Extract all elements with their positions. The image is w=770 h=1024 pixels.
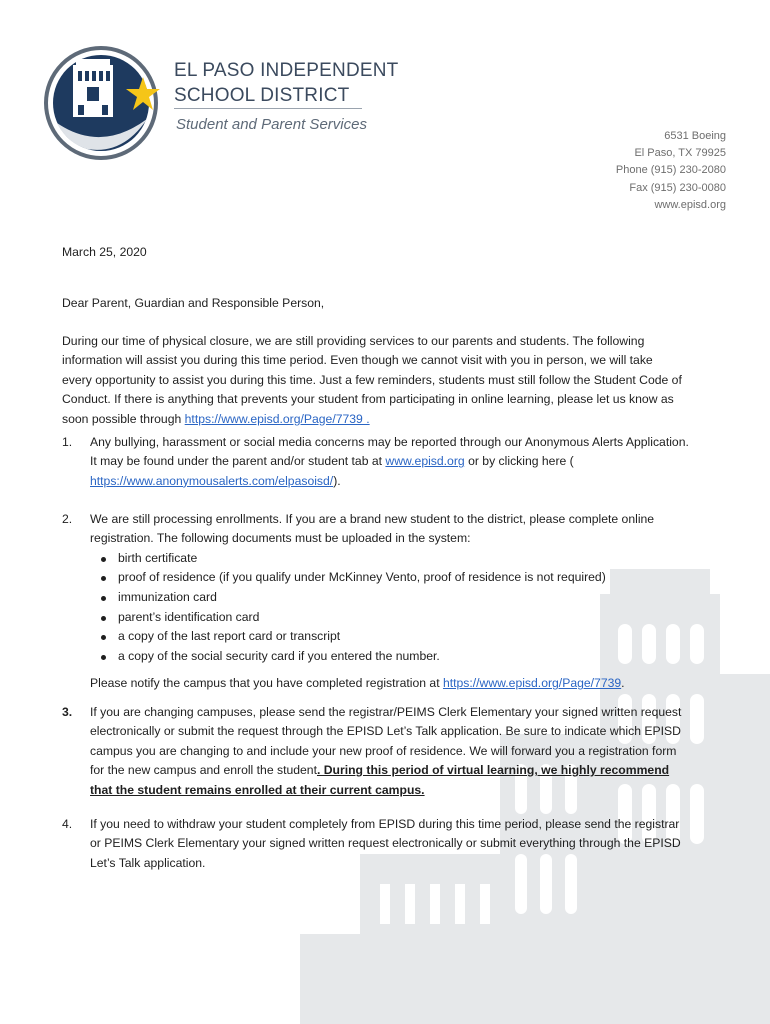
item1-text-b: or by clicking here ( xyxy=(468,454,574,469)
item1-text-a: Any bullying, harassment or social media concerns may be reported through our Anonymous Alerts Application. It may be found under the parent and/or student tab at xyxy=(90,435,689,469)
department-name: Student and Parent Services xyxy=(176,116,367,133)
list-item: proof of residence (if you qualify under McKinney Vento, proof of residence is not required) xyxy=(90,568,690,588)
list-item: immunization card xyxy=(90,588,690,608)
district-name xyxy=(174,58,398,108)
letter-date: March 25, 2020 xyxy=(62,245,147,259)
episd-link[interactable]: www.episd.org xyxy=(385,454,465,469)
required-documents-list xyxy=(90,549,690,667)
address-block xyxy=(616,128,726,214)
item-number: 1. xyxy=(62,435,73,449)
notify-end: . xyxy=(621,676,625,691)
address-website: www.episd.org xyxy=(654,198,726,211)
item3-text: If you are changing campuses, please send the registrar/PEIMS Clerk Elementary your signed written request electronically or submit the request through the EPISD Let’s Talk application. Be sure to indicate which EPISD campus you are changing to and include your new proof of residence. We will forward you a registration form for the new campus and enroll the student xyxy=(90,705,682,778)
list-item: parent’s identification card xyxy=(90,608,690,628)
notify-paragraph xyxy=(90,674,690,693)
district-logo-icon xyxy=(43,43,163,163)
salutation: Dear Parent, Guardian and Responsible Person, xyxy=(62,296,325,310)
district-name-line2: SCHOOL DISTRICT xyxy=(174,85,350,106)
list-item: birth certificate xyxy=(90,549,690,569)
notify-text: Please notify the campus that you have completed registration at xyxy=(90,676,440,691)
list-item-4 xyxy=(62,815,692,873)
item1-text-c: ). xyxy=(333,473,341,488)
intro-paragraph xyxy=(62,332,682,429)
item-number: 4. xyxy=(62,817,73,831)
item3-emphasis: . During this period of virtual learning, we highly recommend that the student remains enrolled at their current campus. xyxy=(90,763,670,797)
address-phone: Phone (915) 230-2080 xyxy=(615,164,726,177)
intro-link[interactable]: https://www.episd.org/Page/7739 . xyxy=(184,411,370,426)
address-fax: Fax (915) 230-0080 xyxy=(629,181,726,194)
item4-text: If you need to withdraw your student completely from EPISD during this time period, please send the registrar or PEIMS Clerk Elementary your signed written request electronically or submit everything through the EPISD Let’s Talk application. xyxy=(90,817,681,870)
item-number: 3. xyxy=(62,705,73,719)
item-number: 2. xyxy=(62,512,73,526)
district-name-line1: EL PASO INDEPENDENT xyxy=(174,60,399,81)
list-item: a copy of the last report card or transcript xyxy=(90,627,690,647)
address-city: El Paso, TX 79925 xyxy=(634,147,726,160)
list-item-1 xyxy=(62,433,692,491)
list-item-3 xyxy=(62,703,692,800)
anonymous-alerts-link[interactable]: https://www.anonymousalerts.com/elpasoisd/ xyxy=(90,473,334,488)
list-item-2 xyxy=(62,510,692,694)
address-street: 6531 Boeing xyxy=(664,130,726,142)
intro-text: During our time of physical closure, we are still providing services to our parents and students. The following information will assist you during this time period. Even though we cannot visit with you in person, we will take every opportunity to assist you during this time. Just a few reminders, students must still follow the Student Code of Conduct. If there is anything that prevents your student from participating in online learning, please let us know as soon possible through xyxy=(62,334,682,426)
header-divider xyxy=(174,108,362,109)
item2-text: We are still processing enrollments. If you are a brand new student to the district, please complete online registration. The following documents must be uploaded in the system: xyxy=(90,512,655,546)
list-item: a copy of the social security card if you entered the number. xyxy=(90,647,690,667)
registration-link[interactable]: https://www.episd.org/Page/7739 xyxy=(442,676,622,691)
